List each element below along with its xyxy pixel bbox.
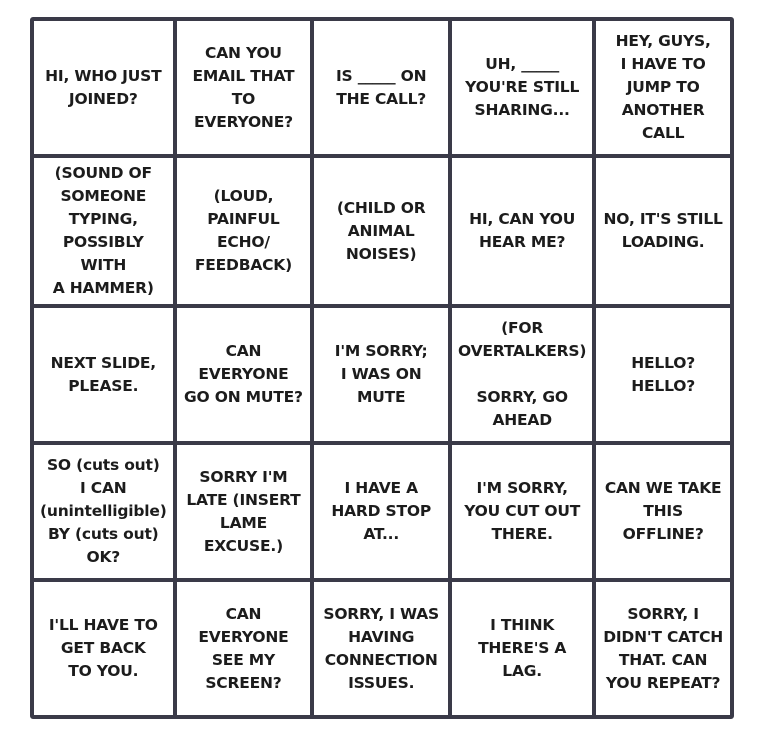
bingo-cell[interactable] xyxy=(594,306,732,443)
bingo-cell[interactable] xyxy=(175,306,313,443)
cell-text: HI, CAN YOU HEAR ME? xyxy=(469,210,576,251)
bingo-cell[interactable] xyxy=(594,19,732,156)
bingo-cell[interactable] xyxy=(450,443,594,580)
bingo-cell[interactable] xyxy=(175,443,313,580)
bingo-cell[interactable] xyxy=(594,156,732,306)
bingo-cell[interactable] xyxy=(312,306,450,443)
bingo-cell[interactable] xyxy=(32,156,175,306)
cell-text: SORRY, I WAS HAVING CONNECTION ISSUES. xyxy=(323,604,439,692)
bingo-cell[interactable] xyxy=(175,580,313,717)
cell-text: (SOUND OF SOMEONE TYPING, POSSIBLY WITH A HAMMER) xyxy=(52,164,154,297)
bingo-cell[interactable] xyxy=(312,19,450,156)
cell-text: NO, IT'S STILL LOADING. xyxy=(603,210,723,251)
cell-text: CAN YOU EMAIL THAT TO EVERYONE? xyxy=(192,43,295,131)
cell-text: HEY, GUYS, I HAVE TO JUMP TO ANOTHER CALL xyxy=(615,32,711,142)
bingo-board xyxy=(30,17,734,719)
cell-text: (LOUD, PAINFUL ECHO/ FEEDBACK) xyxy=(194,187,292,274)
cell-text: (FOR OVERTALKERS) SORRY, GO AHEAD xyxy=(458,319,587,429)
bingo-cell[interactable] xyxy=(312,156,450,306)
bingo-cell[interactable] xyxy=(450,306,594,443)
bingo-cell[interactable] xyxy=(32,443,175,580)
cell-text: SORRY I'M LATE (INSERT LAME EXCUSE.) xyxy=(186,467,301,555)
cell-text: I'M SORRY; I WAS ON MUTE xyxy=(334,342,428,406)
cell-text: SO (cuts out) I CAN (unintelligible) BY (cuts out) OK? xyxy=(40,456,167,566)
bingo-cell[interactable] xyxy=(312,443,450,580)
cell-text: CAN WE TAKE THIS OFFLINE? xyxy=(604,479,722,543)
bingo-cell[interactable] xyxy=(32,580,175,717)
cell-text: CAN EVERYONE GO ON MUTE? xyxy=(184,342,303,406)
cell-text: I'LL HAVE TO GET BACK TO YOU. xyxy=(48,616,158,680)
cell-text: HELLO? HELLO? xyxy=(631,353,695,395)
cell-text: NEXT SLIDE, PLEASE. xyxy=(50,353,156,395)
bingo-cell[interactable] xyxy=(175,19,313,156)
bingo-cell[interactable] xyxy=(450,156,594,306)
bingo-cell[interactable] xyxy=(594,443,732,580)
bingo-cell[interactable] xyxy=(312,580,450,717)
bingo-cell[interactable] xyxy=(594,580,732,717)
cell-text: I THINK THERE'S A LAG. xyxy=(478,616,567,680)
bingo-cell[interactable] xyxy=(450,580,594,717)
bingo-cell[interactable] xyxy=(175,156,313,306)
cell-text: UH, _____ YOU'RE STILL SHARING... xyxy=(465,55,580,119)
cell-text: SORRY, I DIDN'T CATCH THAT. CAN YOU REPEAT? xyxy=(603,604,724,692)
cell-text: (CHILD OR ANIMAL NOISES) xyxy=(336,198,426,263)
cell-text: CAN EVERYONE SEE MY SCREEN? xyxy=(198,604,289,692)
bingo-cell[interactable] xyxy=(32,19,175,156)
cell-text: I HAVE A HARD STOP AT... xyxy=(331,479,431,543)
bingo-cell[interactable] xyxy=(32,306,175,443)
cell-text: IS _____ ON THE CALL? xyxy=(335,66,427,108)
cell-text: HI, WHO JUST JOINED? xyxy=(45,66,162,108)
cell-text: I'M SORRY, YOU CUT OUT THERE. xyxy=(464,479,581,543)
bingo-cell[interactable] xyxy=(450,19,594,156)
